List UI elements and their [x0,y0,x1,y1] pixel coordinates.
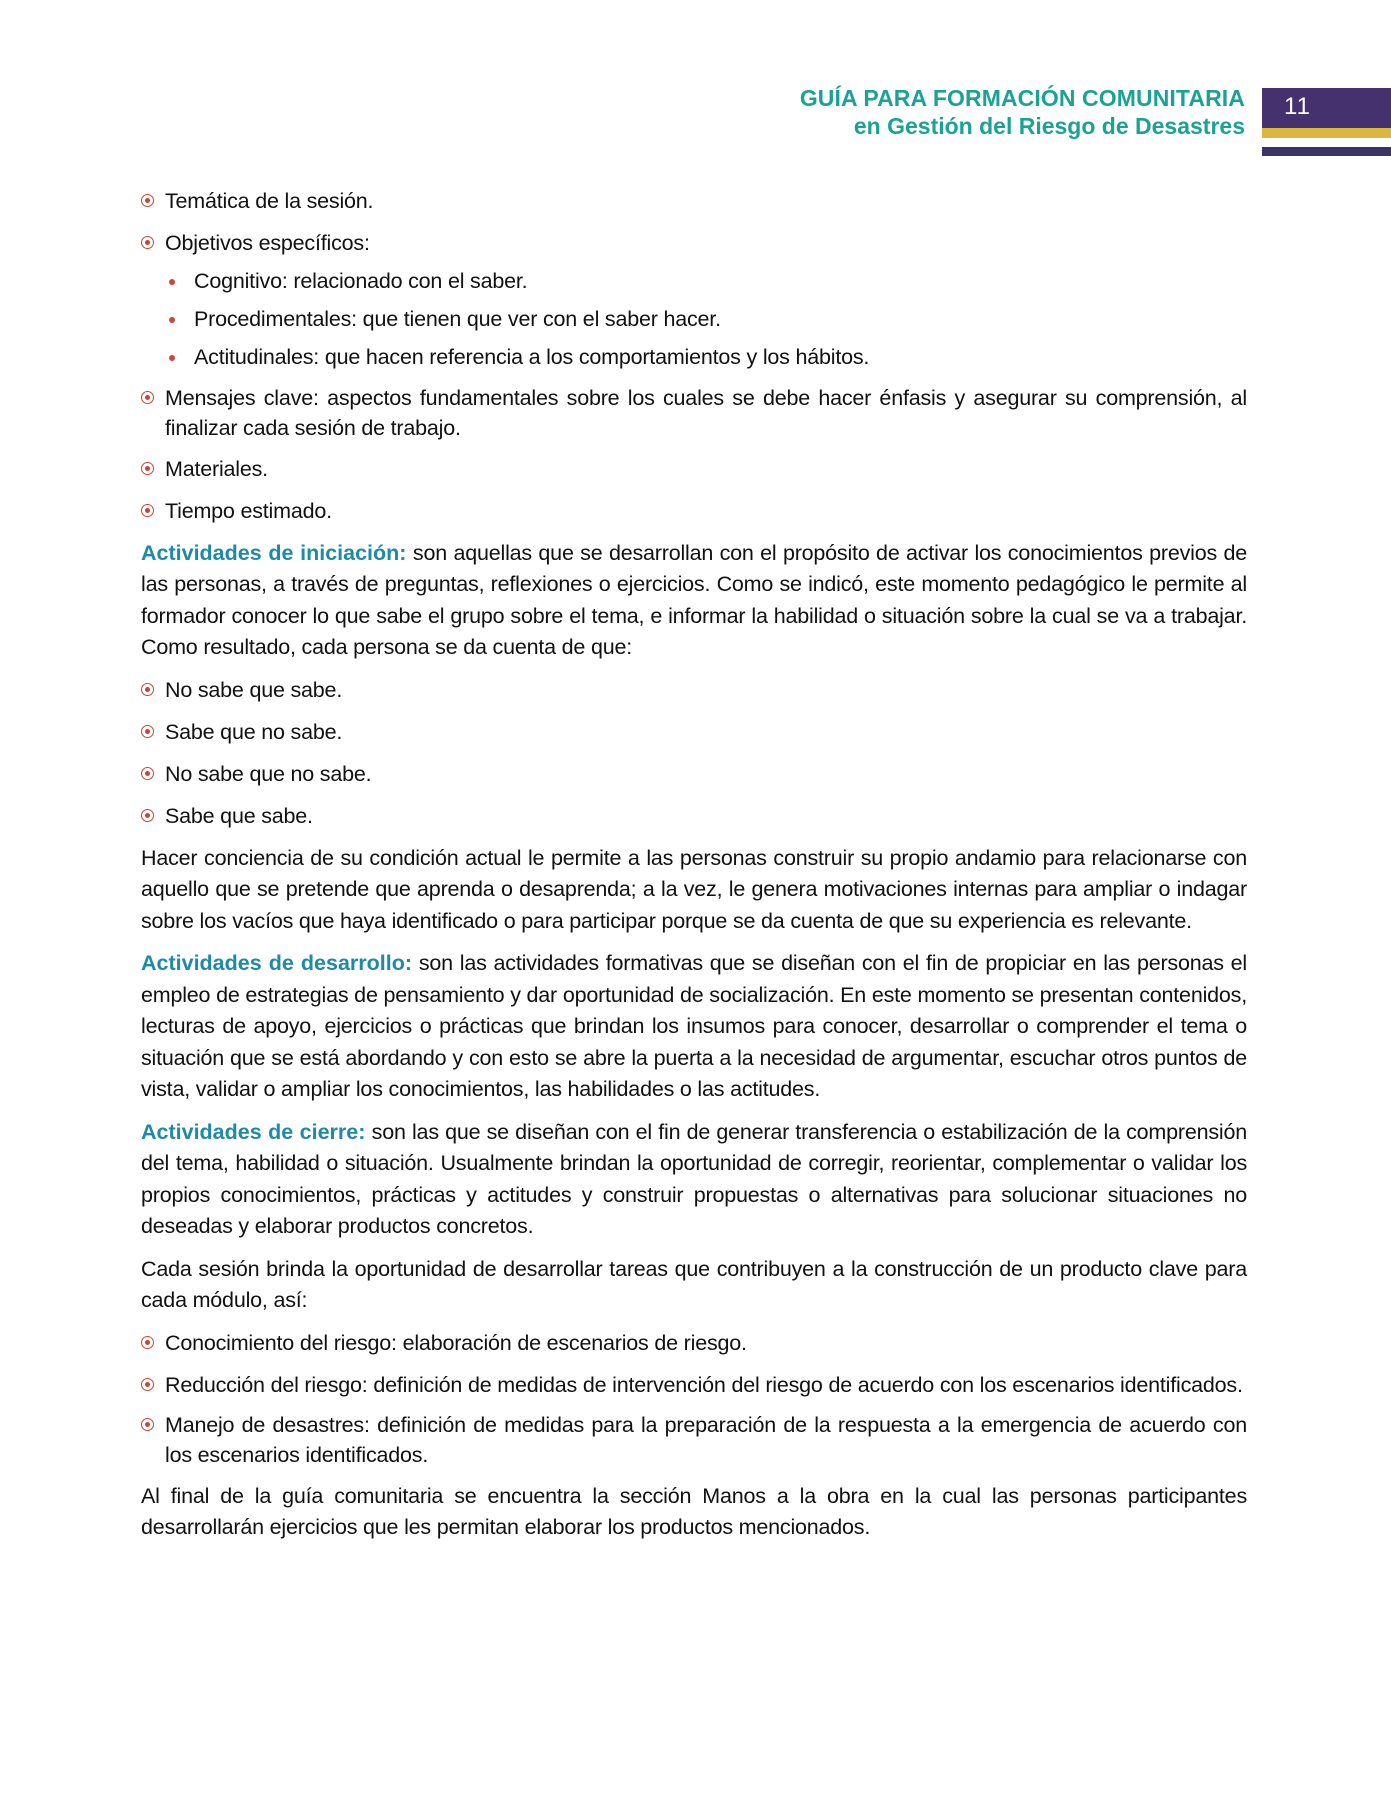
paragraph-iniciacion: Actividades de iniciación: son aquellas que se desarrollan con el propósito de activar los conocimientos previos de las personas, a través de preguntas, reflexiones o ejercicios. Como se indicó, este momento pedagógico le permite al formador conocer lo que sabe el grupo sobre el tema, e informar la habilidad o situación sobre la cual se va a trabajar. Como resultado, cada persona se da cuenta de que: [141,540,1248,659]
list-item: Conocimiento del riesgo: elaboración de escenarios de riesgo. [141,1328,1247,1360]
sub-list-item: Actitudinales: que hacen referencia a los comportamientos y los hábitos. [141,342,1247,374]
red-dot-bullet-icon [169,279,175,285]
header-title-line2: en Gestión del Riesgo de Desastres [853,113,1245,139]
decorative-navy-stripe [1262,147,1391,156]
circled-dot-bullet-icon [141,725,154,738]
circled-dot-bullet-icon [141,391,154,404]
circled-dot-bullet-icon [141,504,154,517]
page-number-tab [1262,88,1391,128]
circled-dot-bullet-icon [141,809,154,822]
list-item: Temática de la sesión. [141,186,1247,218]
circled-dot-bullet-icon [141,683,154,696]
page-number: 11 [1284,93,1311,120]
paragraph-closing: Al final de la guía comunitaria se encuentra la sección Manos a la obra en la cual las personas participantes desarrollarán ejercicios que les permitan elaborar los productos mencionados. [141,1483,1247,1539]
list-item: Sabe que no sabe. [141,717,1247,749]
list-item: Manejo de desastres: definición de medidas para la preparación de la respuesta a la emergencia de acuerdo con los escenarios identificados. [141,1410,1247,1470]
page-body [141,186,1247,1555]
sub-list-item: Procedimentales: que tienen que ver con el saber hacer. [141,304,1247,336]
circled-dot-bullet-icon [141,462,154,475]
circled-dot-bullet-icon [141,194,154,207]
section-label-iniciacion: Actividades de iniciación: [141,540,407,565]
circled-dot-bullet-icon [141,1378,154,1391]
header-title-line1: GUÍA PARA FORMACIÓN COMUNITARIA [799,85,1245,111]
section-label-cierre: Actividades de cierre: [141,1119,366,1144]
section-label-desarrollo: Actividades de desarrollo: [141,951,413,975]
list-item: No sabe que no sabe. [141,759,1247,791]
list-item: Mensajes clave: aspectos fundamentales sobre los cuales se debe hacer énfasis y asegurar su comprensión, al finalizar cada sesión de trabajo. [141,383,1247,443]
paragraph-cierre: Actividades de cierre: son las que se diseñan con el fin de generar transferencia o estabilización de la comprensión del tema, habilidad o situación. Usualmente brindan la oportunidad de corregir, reorientar, complementar o validar los propios conocimientos, prácticas y actitudes y construir propuestas o alternativas para solucionar situaciones no deseadas y elaborar productos concretos. [141,1119,1248,1238]
circled-dot-bullet-icon [141,1336,154,1349]
paragraph-desarrollo: Actividades de desarrollo: son las actividades formativas que se diseñan con el fin de propiciar en las personas el empleo de estrategias de pensamiento y dar oportunidad de socialización. En este momento se presentan contenidos, lecturas de apoyo, ejercicios o prácticas que brindan los insumos para conocer, desarrollar o comprender el tema o situación que se está abordando y con esto se abre la puerta a la necesidad de argumentar, escuchar otros puntos de vista, validar o ampliar los conocimientos, las habilidades o las actitudes. [141,951,1247,1101]
list-item: Reducción del riesgo: definición de medidas de intervención del riesgo de acuerdo con los escenarios identificados. [141,1370,1247,1400]
running-header [800,84,1245,140]
decorative-yellow-stripe [1262,128,1391,138]
list-item: No sabe que sabe. [141,675,1247,707]
list-item: Materiales. [141,454,1247,486]
paragraph-conciencia: Hacer conciencia de su condición actual le permite a las personas construir su propio andamio para relacionarse con aquello que se pretende que aprenda o desaprenda; a la vez, le genera motivaciones internas para ampliar o indagar sobre los vacíos que haya identificado o para participar porque se da cuenta de que su experiencia es relevante. [141,845,1247,933]
red-dot-bullet-icon [169,355,175,361]
sub-list-item: Cognitivo: relacionado con el saber. [141,266,1247,298]
list-item: Objetivos específicos: [141,228,1247,260]
circled-dot-bullet-icon [141,767,154,780]
list-item: Tiempo estimado. [141,496,1247,528]
circled-dot-bullet-icon [141,1418,154,1431]
red-dot-bullet-icon [169,317,175,323]
paragraph-productos-intro: Cada sesión brinda la oportunidad de desarrollar tareas que contribuyen a la construcción de un producto clave para cada módulo, así: [141,1256,1247,1312]
list-item: Sabe que sabe. [141,801,1247,833]
circled-dot-bullet-icon [141,236,154,249]
